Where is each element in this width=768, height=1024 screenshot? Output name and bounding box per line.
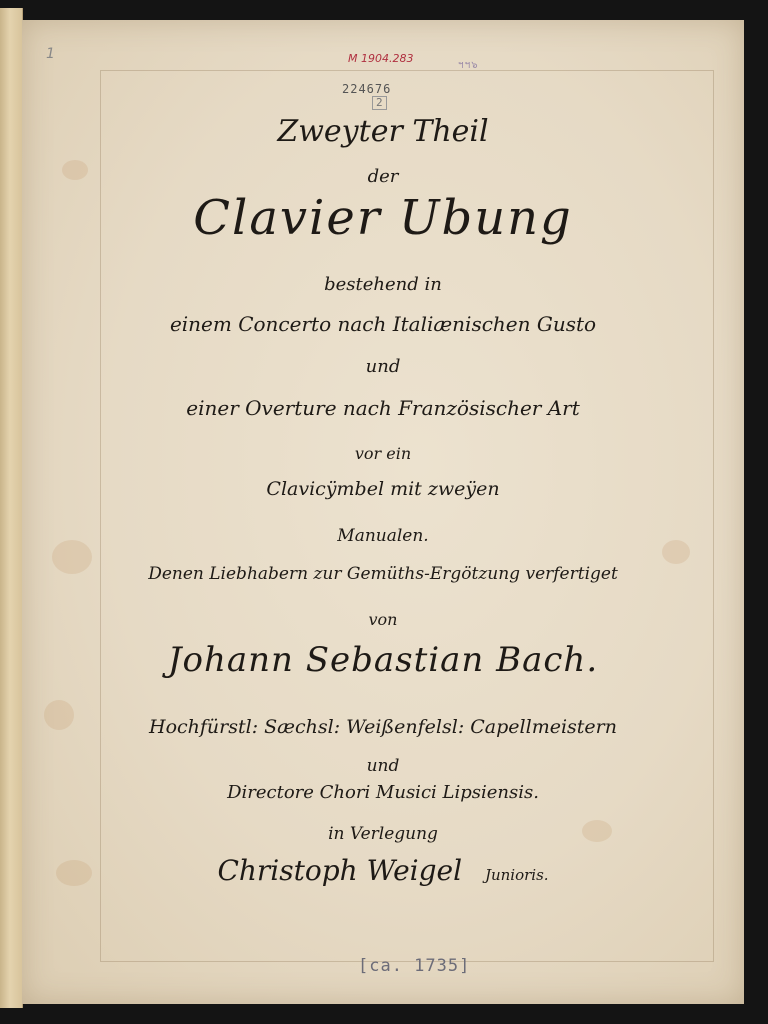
faded-stamp: ฯฯ๖ [458, 60, 479, 71]
title-line-und-2: und [366, 756, 400, 776]
publisher-name: Christoph Weigel [217, 854, 463, 887]
title-line-vor-ein: vor ein [354, 444, 412, 463]
book-spine-edge [0, 8, 23, 1008]
title-line-der: der [367, 166, 399, 187]
title-line-clavicymbel: Clavicÿmbel mit zweÿen [266, 478, 500, 500]
pencil-folio-mark: 1 [46, 46, 55, 62]
publisher-line [22, 854, 744, 887]
title-line-bestehend: bestehend in [324, 274, 442, 295]
main-title-clavier-ubung: Clavier Ubung [193, 190, 573, 246]
title-line-overture: einer Overture nach Französischer Art [186, 396, 580, 420]
title-line-concerto: einem Concerto nach Italiænischen Gusto [169, 312, 597, 336]
title-line-manualen: Manualen. [337, 526, 429, 546]
title-page [22, 20, 744, 1004]
title-line-directore-chori: Directore Chori Musici Lipsiensis. [227, 782, 539, 803]
pencil-date-note: [ca. 1735] [358, 956, 471, 976]
publisher-junioris: Junioris. [484, 866, 549, 884]
title-line-in-verlegung: in Verlegung [328, 824, 438, 844]
title-line-und-1: und [365, 356, 401, 377]
title-line-capellmeister: Hochfürstl: Sæchsl: Weißenfelsl: Capellmeistern [149, 716, 617, 738]
composer-name: Johann Sebastian Bach. [167, 640, 599, 680]
title-line-von: von [368, 610, 398, 629]
title-line-zweyter-theil: Zweyter Theil [277, 114, 489, 149]
accession-number: 224676 [342, 82, 392, 96]
title-line-liebhabern: Denen Liebhabern zur Gemüths-Ergötzung verfertiget [148, 564, 618, 584]
volume-number-box: 2 [372, 96, 387, 110]
library-shelfmark-stamp: M 1904.283 [348, 52, 414, 65]
